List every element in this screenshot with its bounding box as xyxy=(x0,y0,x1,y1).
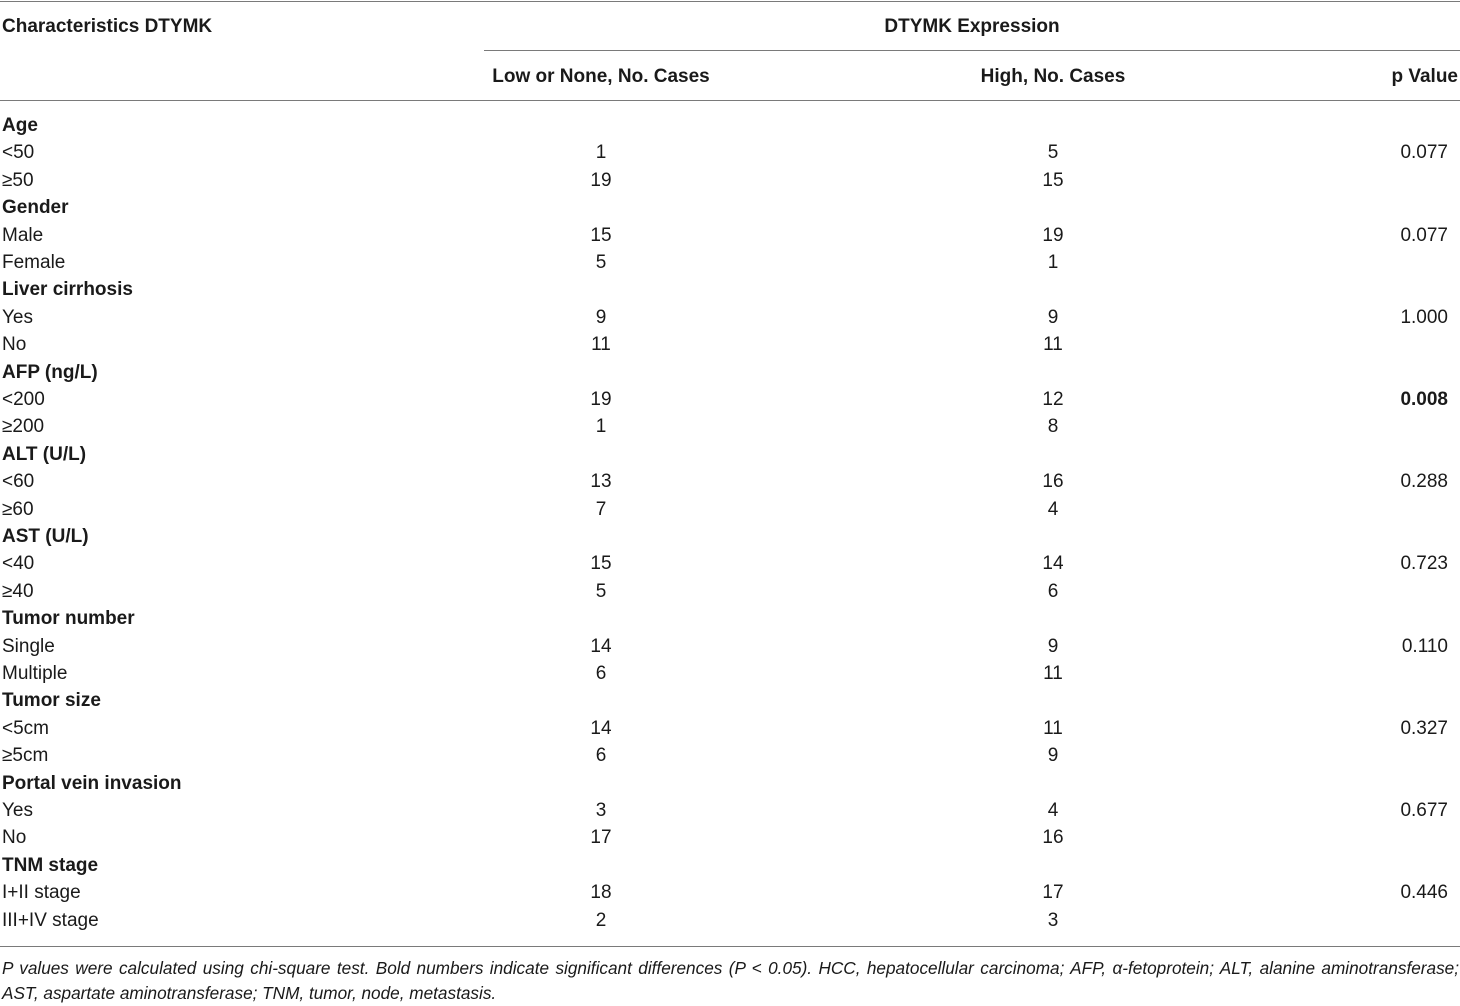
row-label: ≥60 xyxy=(2,498,34,520)
group-label: Age xyxy=(2,115,38,136)
row-label: <200 xyxy=(2,389,45,410)
cell-low: 13 xyxy=(590,471,612,493)
group-label: Portal vein invasion xyxy=(2,772,182,794)
cell-high: 4 xyxy=(1047,498,1059,520)
top-rule xyxy=(0,1,1460,2)
cell-high: 12 xyxy=(1042,389,1064,410)
cell-low: 5 xyxy=(595,580,607,602)
row-label: ≥5cm xyxy=(2,745,49,767)
group-label: AFP (ng/L) xyxy=(2,361,98,383)
cell-low: 18 xyxy=(590,882,612,904)
row-label: Multiple xyxy=(2,663,68,684)
cell-high: 14 xyxy=(1042,553,1064,575)
row-label: Yes xyxy=(2,306,33,328)
group-label: ALT (U/L) xyxy=(2,443,87,465)
cell-low: 9 xyxy=(595,306,607,328)
cell-low: 19 xyxy=(590,169,612,191)
group-label: Liver cirrhosis xyxy=(2,279,133,301)
row-label: No xyxy=(2,334,27,356)
cell-low: 15 xyxy=(590,224,612,246)
cell-high: 3 xyxy=(1047,909,1059,931)
cell-low: 7 xyxy=(595,498,607,520)
cell-p-value: 1.000 xyxy=(1400,306,1448,328)
cell-p-value: 0.677 xyxy=(1400,800,1448,821)
cell-low: 14 xyxy=(590,717,612,739)
row-label: ≥50 xyxy=(2,169,34,191)
cell-high: 19 xyxy=(1042,224,1064,246)
row-label: <40 xyxy=(2,553,35,575)
cell-high: 8 xyxy=(1047,416,1059,438)
cell-low: 15 xyxy=(590,553,612,575)
cell-p-value: 0.110 xyxy=(1401,635,1448,657)
row-label: Female xyxy=(2,252,66,273)
cell-high: 11 xyxy=(1043,717,1063,739)
cell-low: 5 xyxy=(595,252,607,273)
header-col-low: Low or None, No. Cases xyxy=(492,66,710,87)
table-footnote: P values were calculated using chi-square test. Bold numbers indicate significant differences (P < 0.05). HCC, hepatocellular carcinoma; AFP, α-fetoprotein; ALT, alanine aminotransferase; AST, aspartate aminotransferase; TNM, tumor, node, metastasis. xyxy=(2,958,1459,1003)
row-label: <50 xyxy=(2,142,35,164)
group-label: AST (U/L) xyxy=(2,526,89,547)
cell-low: 19 xyxy=(590,389,612,410)
cell-low: 11 xyxy=(591,334,611,356)
cell-low: 3 xyxy=(595,800,607,821)
row-label: Yes xyxy=(2,800,33,821)
group-label: Tumor number xyxy=(2,608,135,630)
bottom-rule xyxy=(0,946,1460,947)
header-rule xyxy=(0,100,1460,101)
cell-high: 16 xyxy=(1042,827,1064,849)
cell-low: 17 xyxy=(590,827,612,849)
cell-p-value: 0.077 xyxy=(1400,224,1448,246)
cell-low: 2 xyxy=(595,909,607,931)
cell-high: 6 xyxy=(1047,580,1059,602)
cell-p-value: 0.077 xyxy=(1400,142,1448,164)
cell-high: 11 xyxy=(1043,663,1063,684)
row-label: No xyxy=(2,827,27,849)
cell-low: 6 xyxy=(595,663,607,684)
cell-high: 9 xyxy=(1047,635,1059,657)
row-label: <5cm xyxy=(2,717,49,739)
row-label: <60 xyxy=(2,471,35,493)
row-label: ≥200 xyxy=(2,416,45,438)
row-label: Single xyxy=(2,635,55,657)
header-col-high: High, No. Cases xyxy=(980,66,1126,87)
header-group: DTYMK Expression xyxy=(884,16,1060,37)
cell-high: 17 xyxy=(1042,882,1064,904)
cell-high: 5 xyxy=(1047,142,1059,164)
group-label: Tumor size xyxy=(2,690,101,712)
row-label: I+II stage xyxy=(2,882,81,904)
cell-p-value: 0.327 xyxy=(1400,717,1448,739)
cell-high: 15 xyxy=(1042,169,1064,191)
cell-p-value: 0.723 xyxy=(1400,553,1448,575)
header-col-p: p Value xyxy=(1391,66,1458,87)
cell-high: 4 xyxy=(1047,800,1059,821)
cell-high: 9 xyxy=(1047,745,1059,767)
header-characteristics: Characteristics DTYMK xyxy=(2,16,213,37)
cell-low: 14 xyxy=(590,635,612,657)
group-label: Gender xyxy=(2,197,69,219)
cell-p-value: 0.288 xyxy=(1400,471,1448,493)
row-label: III+IV stage xyxy=(2,909,99,931)
row-label: Male xyxy=(2,224,44,246)
group-label: TNM stage xyxy=(2,854,99,876)
cell-p-value: 0.446 xyxy=(1400,882,1448,904)
cell-high: 9 xyxy=(1047,306,1059,328)
cell-high: 11 xyxy=(1043,334,1063,356)
cell-low: 6 xyxy=(595,745,607,767)
cell-high: 1 xyxy=(1047,252,1059,273)
row-label: ≥40 xyxy=(2,580,34,602)
cell-low: 1 xyxy=(595,142,607,164)
cell-low: 1 xyxy=(595,416,607,438)
group-rule xyxy=(484,50,1460,51)
cell-p-value: 0.008 xyxy=(1400,389,1448,410)
cell-high: 16 xyxy=(1042,471,1064,493)
